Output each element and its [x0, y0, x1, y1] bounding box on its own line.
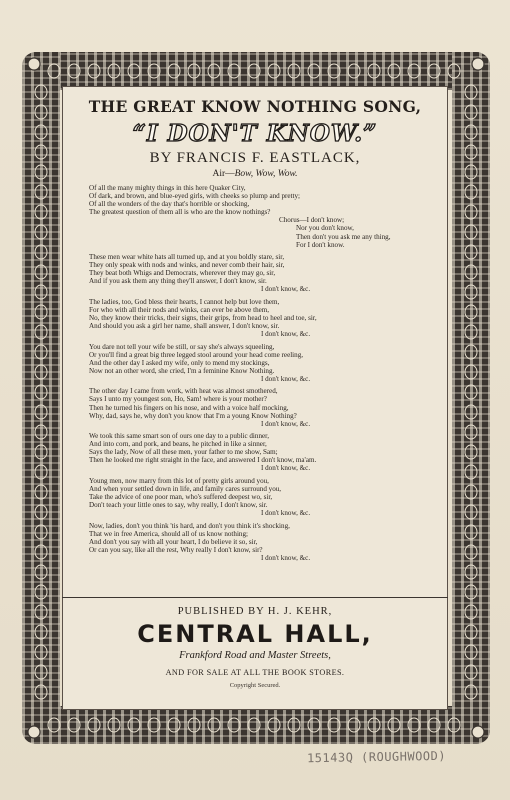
refrain-line: I don't know, &c.	[261, 285, 311, 294]
border-loop-ornament	[35, 205, 47, 219]
border-loop-ornament	[465, 645, 477, 659]
border-loop-ornament	[465, 385, 477, 399]
stanza	[89, 432, 441, 472]
border-loop-ornament	[368, 64, 380, 78]
verse-line: These men wear white hats all turned up, and at you boldly stare, sir,	[89, 253, 285, 262]
border-loop-ornament	[228, 718, 240, 732]
border-loop-ornament	[35, 645, 47, 659]
border-loop-ornament	[35, 425, 47, 439]
border-loop-ornament	[35, 345, 47, 359]
border-loop-ornament	[148, 64, 160, 78]
border-loop-ornament	[465, 685, 477, 699]
border-loop-ornament	[268, 718, 280, 732]
verse-line: Or you'll find a great big three legged stool around your head come reeling,	[89, 350, 304, 359]
border-loop-ornament	[35, 445, 47, 459]
border-loop-ornament	[35, 165, 47, 179]
border-loop-ornament	[465, 365, 477, 379]
divider-rule	[62, 597, 448, 598]
border-loop-ornament	[248, 64, 260, 78]
border-loop-ornament	[465, 445, 477, 459]
venue-address: Frankford Road and Master Streets,	[179, 650, 331, 661]
sale-notice: AND FOR SALE AT ALL THE BOOK STORES.	[165, 668, 345, 677]
verse-line: The greatest question of them all is who are the know nothings?	[89, 208, 271, 217]
verse-line: That we in free America, should all of us know nothing;	[89, 529, 248, 538]
border-loop-ornament	[35, 405, 47, 419]
border-loop-ornament	[35, 385, 47, 399]
border-loop-ornament	[465, 225, 477, 239]
verse-line: For who with all their nods and winks, can ever be above them,	[89, 305, 270, 314]
border-loop-ornament	[465, 625, 477, 639]
border-loop-ornament	[288, 64, 300, 78]
border-loop-ornament	[465, 465, 477, 479]
border-loop-ornament	[448, 718, 460, 732]
border-loop-ornament	[35, 265, 47, 279]
verse-line: And when your settled down in life, and family cares surround you,	[89, 484, 282, 493]
verse-line: They only speak with nods and winks, and never comb their hair, sir,	[89, 261, 285, 270]
border-loop-ornament	[35, 625, 47, 639]
verse-line: And if you ask them any thing they'll answer, I don't know, sir.	[89, 277, 267, 286]
border-loop-ornament	[208, 64, 220, 78]
refrain-line: I don't know, &c.	[261, 419, 311, 428]
verse-line: And don't you say with all your heart, I do believe it so, sir,	[89, 537, 258, 546]
border-loop-ornament	[465, 485, 477, 499]
verse-line: Of dark, and brown, and blue-eyed girls, with cheeks so plump and pretty;	[89, 192, 300, 201]
border-loop-ornament	[168, 64, 180, 78]
verse-line: Now, ladies, don't you think 'tis hard, and don't you think it's shocking,	[89, 521, 290, 530]
border-loop-ornament	[465, 345, 477, 359]
border-loop-ornament	[448, 64, 460, 78]
border-loop-ornament	[188, 718, 200, 732]
border-loop-ornament	[35, 245, 47, 259]
border-loop-ornament	[35, 225, 47, 239]
border-loop-ornament	[465, 585, 477, 599]
refrain-line: I don't know, &c.	[261, 330, 311, 339]
border-loop-ornament	[465, 285, 477, 299]
border-loop-ornament	[465, 145, 477, 159]
copyright-notice: Copyright Secured.	[229, 682, 281, 689]
verse-line: Then he turned his fingers on his nose, and with a voice half mocking,	[89, 403, 289, 412]
verse-line: And into corn, and pork, and beans, he pitched in like a sinner,	[89, 440, 267, 449]
border-loop-ornament	[465, 605, 477, 619]
border-loop-ornament	[35, 505, 47, 519]
verse-line: You dare not tell your wife be still, or say she's always squeeling,	[89, 342, 275, 351]
border-loop-ornament	[465, 105, 477, 119]
refrain-line: I don't know, &c.	[261, 464, 311, 473]
verse-line: Now not an other word, she cried, I'm a feminine Know Nothing.	[89, 366, 275, 375]
border-loop-ornament	[188, 64, 200, 78]
border-loop-ornament	[465, 565, 477, 579]
verse-line: And should you ask a girl her name, shall answer, I don't know, sir.	[89, 322, 280, 331]
border-loop-ornament	[168, 718, 180, 732]
song-title: THE GREAT KNOW NOTHING SONG,	[88, 97, 422, 116]
border-loop-ornament	[465, 425, 477, 439]
border-loop-ornament	[35, 685, 47, 699]
handwritten-catalog-note: 15143Q (ROUGHWOOD)	[306, 748, 447, 766]
border-loop-ornament	[428, 718, 440, 732]
border-loop-ornament	[35, 365, 47, 379]
verse-line: The ladies, too, God bless their hearts, I cannot help but love them,	[89, 297, 280, 306]
border-loop-ornament	[465, 265, 477, 279]
border-loop-ornament	[35, 85, 47, 99]
air-tune: Bow, Wow, Wow.	[234, 169, 298, 179]
border-loop-ornament	[465, 245, 477, 259]
border-loop-ornament	[465, 205, 477, 219]
refrain-line: Nor you don't know,	[296, 224, 354, 233]
verse-line: Says I unto my youngest son, Ho, Sam! where is your mother?	[89, 395, 267, 404]
verse-line: We took this same smart son of ours one day to a public dinner,	[89, 432, 269, 441]
stanza	[89, 253, 441, 293]
verse-line: Says the lady, Now of all these men, your father to me show, Sam;	[89, 448, 278, 457]
border-loop-ornament	[35, 485, 47, 499]
border-loop-ornament	[465, 325, 477, 339]
refrain-line: Then don't you ask me any thing,	[296, 232, 391, 241]
stanza	[89, 387, 441, 427]
border-loop-ornament	[48, 718, 60, 732]
border-loop-ornament	[35, 325, 47, 339]
border-loop-ornament	[328, 718, 340, 732]
border-loop-ornament	[35, 125, 47, 139]
venue-name: CENTRAL HALL,	[137, 620, 373, 648]
publisher-line: PUBLISHED BY H. J. KEHR,	[177, 606, 333, 617]
border-loop-ornament	[128, 718, 140, 732]
author-line: BY FRANCIS F. EASTLACK,	[149, 150, 361, 166]
lyrics-body	[89, 184, 441, 566]
refrain-line: I don't know, &c.	[261, 374, 311, 383]
verse-line: They beat both Whigs and Democrats, wherever they may go, sir,	[89, 269, 276, 278]
border-loop-ornament	[108, 64, 120, 78]
border-loop-ornament	[328, 64, 340, 78]
stanza	[89, 298, 441, 338]
border-loop-ornament	[308, 64, 320, 78]
verse-line: Young men, now marry from this lot of pretty girls around you,	[89, 476, 269, 485]
border-loop-ornament	[368, 718, 380, 732]
border-loop-ornament	[35, 585, 47, 599]
stanza	[89, 184, 441, 249]
verse-line: Or can you say, like all the rest, Why really I don't know, sir?	[89, 545, 263, 554]
verse-line: Of all the many mighty things in this here Quaker City,	[89, 184, 246, 192]
border-loop-ornament	[465, 85, 477, 99]
border-loop-ornament	[228, 64, 240, 78]
verse-line: Of all the wonders of the day that's horrible or shocking,	[89, 200, 250, 209]
border-loop-ornament	[465, 505, 477, 519]
border-loop-ornament	[248, 718, 260, 732]
border-loop-ornament	[88, 64, 100, 78]
verse-line: The other day I came from work, with heat was almost smothered,	[89, 387, 278, 396]
border-loop-ornament	[35, 145, 47, 159]
border-loop-ornament	[408, 64, 420, 78]
stanza	[89, 477, 441, 517]
border-loop-ornament	[148, 718, 160, 732]
border-loop-ornament	[465, 405, 477, 419]
border-loop-ornament	[465, 165, 477, 179]
border-loop-ornament	[35, 665, 47, 679]
border-loop-ornament	[465, 305, 477, 319]
stanza	[89, 343, 441, 383]
verse-line: Why, dad, says he, why don't you know that I'm a young Know Nothing?	[89, 411, 297, 420]
verse-line: Take the advice of one poor man, who's suffered deepest wo, sir,	[89, 493, 273, 502]
verse-line: Then he looked me right straight in the face, and answered I don't know, ma'am.	[89, 456, 317, 465]
refrain-line: For I don't know.	[296, 240, 345, 249]
verse-line: Don't teach your little ones to say, why really, I don't know, sir.	[89, 501, 268, 510]
border-loop-ornament	[68, 64, 80, 78]
border-loop-ornament	[208, 718, 220, 732]
air-line	[62, 169, 448, 179]
border-loop-ornament	[35, 465, 47, 479]
border-loop-ornament	[35, 185, 47, 199]
border-loop-ornament	[465, 545, 477, 559]
verse-line: No, they know their tricks, their signs, their grips, from head to heel and toe, sir,	[89, 314, 317, 322]
border-loop-ornament	[288, 718, 300, 732]
border-loop-ornament	[408, 718, 420, 732]
border-loop-ornament	[268, 64, 280, 78]
border-loop-ornament	[35, 285, 47, 299]
song-subtitle: “I DON'T KNOW.”	[132, 120, 378, 147]
border-loop-ornament	[465, 185, 477, 199]
border-loop-ornament	[465, 665, 477, 679]
border-loop-ornament	[35, 565, 47, 579]
refrain-line: I don't know, &c.	[261, 509, 311, 518]
border-loop-ornament	[428, 64, 440, 78]
border-loop-ornament	[35, 305, 47, 319]
border-loop-ornament	[465, 125, 477, 139]
border-loop-ornament	[108, 718, 120, 732]
border-loop-ornament	[348, 64, 360, 78]
verse-line: And the other day I asked my wife, only to mend my stockings,	[89, 358, 270, 367]
border-loop-ornament	[48, 64, 60, 78]
refrain-line: Chorus—I don't know;	[279, 216, 345, 225]
border-loop-ornament	[388, 718, 400, 732]
border-loop-ornament	[128, 64, 140, 78]
air-prefix: Air—	[212, 169, 235, 179]
border-loop-ornament	[88, 718, 100, 732]
border-loop-ornament	[35, 605, 47, 619]
border-loop-ornament	[35, 525, 47, 539]
refrain-line: I don't know, &c.	[261, 554, 311, 563]
border-loop-ornament	[68, 718, 80, 732]
border-loop-ornament	[35, 105, 47, 119]
border-loop-ornament	[308, 718, 320, 732]
stanza	[89, 522, 441, 562]
border-loop-ornament	[35, 545, 47, 559]
border-loop-ornament	[348, 718, 360, 732]
border-loop-ornament	[465, 525, 477, 539]
border-loop-ornament	[388, 64, 400, 78]
